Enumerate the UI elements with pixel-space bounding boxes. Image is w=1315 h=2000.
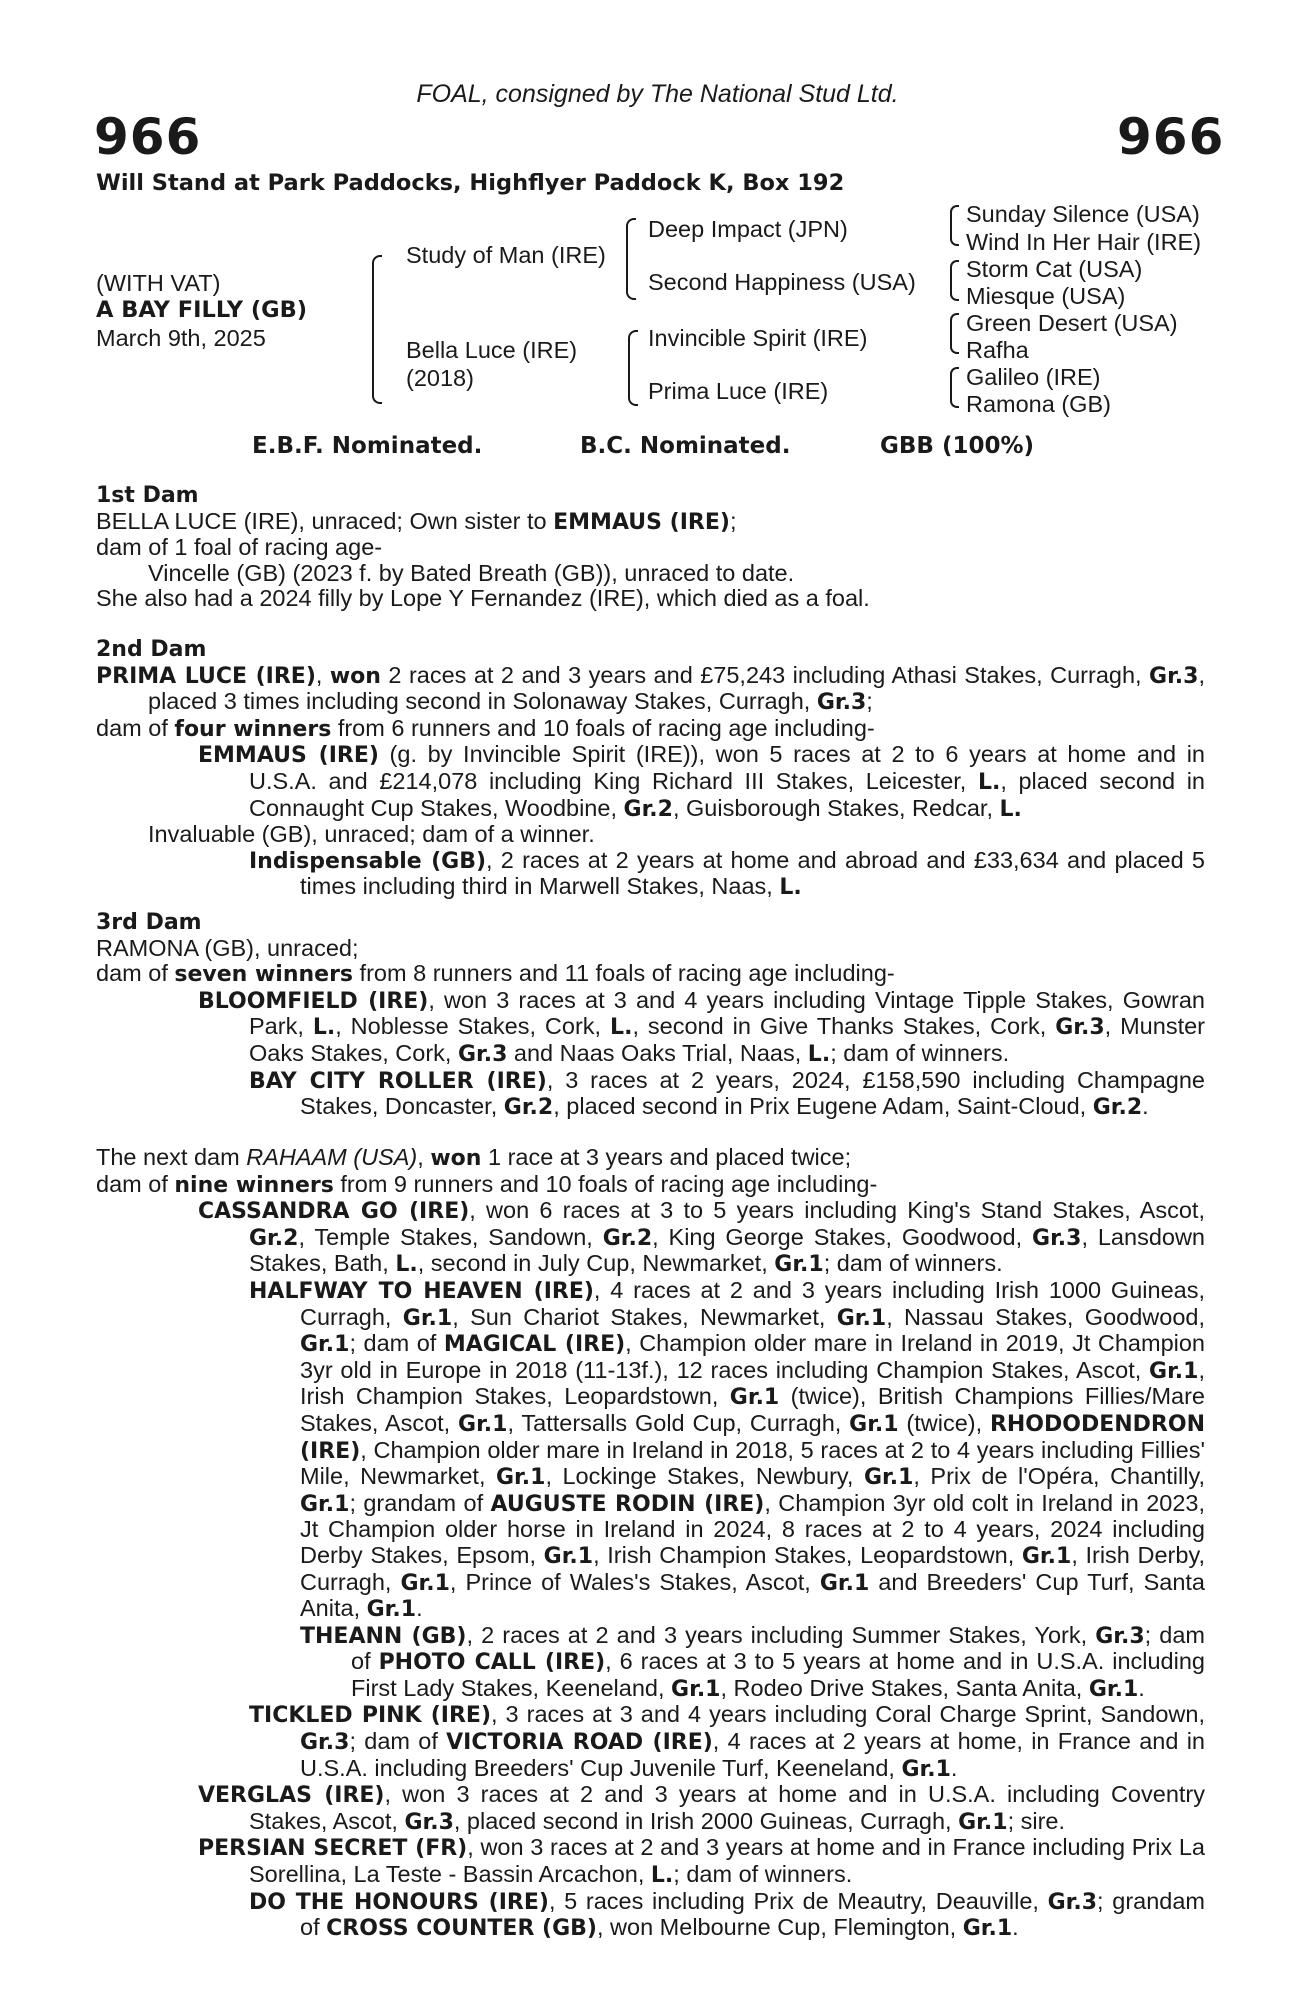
text-run: , Tattersalls Gold Cup, Curragh, xyxy=(507,1409,850,1436)
bold-run: Gr.1 xyxy=(300,1332,350,1358)
bold-run: Gr.1 xyxy=(1149,1358,1199,1384)
text-run: , Champion older mare in Ireland in 2019, Jt Champion 3yr old in Europe in 2018 (11-13f.), 12 races including Champion Stakes, Ascot, xyxy=(300,1330,1205,1383)
lot-title: A BAY FILLY (GB) xyxy=(96,297,308,323)
text-run: ; dam of winners. xyxy=(673,1861,853,1888)
bold-run: Gr.2 xyxy=(503,1095,554,1121)
bold-run: VICTORIA ROAD (IRE) xyxy=(446,1730,713,1756)
bold-run: nine winners xyxy=(174,1172,334,1198)
text-run: , won 6 races at 3 to 5 years including King's Stand Stakes, Ascot, xyxy=(469,1197,1205,1224)
text-run: , placed second in Prix Eugene Adam, Saint-Cloud, xyxy=(553,1093,1093,1120)
bold-run: DO THE HONOURS (IRE) xyxy=(249,1889,549,1915)
text-run: and Naas Oaks Trial, Naas, xyxy=(507,1039,808,1066)
consignor-line: FOAL, consigned by The National Stud Ltd. xyxy=(416,80,899,108)
pedigree-g6: Rafha xyxy=(966,337,1029,363)
foal-entry: Vincelle (GB) (2023 f. by Bated Breath (GB)), unraced to date. xyxy=(148,559,795,586)
dam-line: BELLA LUCE (IRE), unraced; Own sister to EMMAUS (IRE); xyxy=(96,507,737,535)
bold-run: Gr.3 xyxy=(1032,1225,1082,1251)
text-run: , xyxy=(417,1144,431,1170)
text-run: The next dam xyxy=(96,1144,247,1170)
bold-run: Gr.1 xyxy=(671,1676,721,1702)
text-run: and Breeders' Cup Turf, Santa Anita, xyxy=(300,1568,1205,1622)
text-run: , second in July Cup, Newmarket, xyxy=(417,1250,775,1277)
text-run: ; dam of xyxy=(351,1621,1205,1675)
produce-entry xyxy=(96,1889,1205,1942)
pedigree-brace-g1 xyxy=(950,205,959,246)
bold-run: Indispensable (GB) xyxy=(249,848,487,874)
text-run: , Nassau Stakes, Goodwood, xyxy=(886,1303,1205,1330)
pedigree-g3: Storm Cat (USA) xyxy=(966,256,1143,282)
bold-run: seven winners xyxy=(174,962,354,988)
foal-count-line: dam of 1 foal of racing age- xyxy=(96,534,383,561)
bold-run: Gr.1 xyxy=(729,1385,780,1411)
pedigree-dam: Bella Luce (IRE) xyxy=(406,337,578,363)
text-run: 2 races at 2 and 3 years and £75,243 including Athasi Stakes, Curragh, xyxy=(380,661,1150,688)
text-run: ; dam of winners. xyxy=(830,1039,1010,1066)
text-run: . xyxy=(950,1754,958,1781)
second-dam-section xyxy=(96,637,1205,901)
bold-run: L. xyxy=(610,1015,633,1041)
text-run: , Prix de l'Opéra, Chantilly, xyxy=(913,1463,1205,1490)
pedigree-brace-dam xyxy=(628,330,638,406)
text-run: , Irish Champion Stakes, Leopardstown, xyxy=(300,1356,1205,1410)
bold-run: Gr.2 xyxy=(623,796,673,822)
pedigree-brace-g3 xyxy=(950,313,959,354)
next-dam-section xyxy=(96,1145,1205,1942)
text-run: . xyxy=(416,1595,423,1622)
text-run: from 6 runners and 10 foals of racing age including- xyxy=(331,714,875,741)
bold-run: L. xyxy=(977,769,1001,795)
bold-run: PRIMA LUCE (IRE) xyxy=(96,663,316,689)
ebf-nomination: E.B.F. Nominated. xyxy=(252,433,483,459)
dam-record xyxy=(96,663,1205,716)
text-run: , won 3 races at 3 and 4 years including Vintage Tipple Stakes, Gowran Park, xyxy=(249,986,1205,1040)
bold-run: THEANN (GB) xyxy=(300,1623,467,1649)
text-run: , second in Give Thanks Stakes, Cork, xyxy=(632,1013,1056,1040)
text-run: , Lansdown Stakes, Bath, xyxy=(249,1223,1205,1277)
produce-entry xyxy=(96,1782,1205,1835)
text-run: , placed second in Irish 2000 Guineas, Curragh, xyxy=(453,1807,959,1834)
bold-run: Gr.1 xyxy=(863,1465,914,1491)
text-run: , 4 races at 2 years at home, in France and in U.S.A. including Breeders' Cup Juvenile Turf, Keeneland, xyxy=(300,1728,1205,1781)
pedigree-brace-sire xyxy=(626,218,636,300)
gbb-status: GBB (100%) xyxy=(880,433,1035,459)
produce-entry xyxy=(96,1702,1205,1782)
text-run: ; grandam of xyxy=(349,1489,491,1516)
bold-run: MAGICAL (IRE) xyxy=(443,1332,626,1358)
bold-run: BAY CITY ROLLER (IRE) xyxy=(249,1068,547,1094)
bold-run: L. xyxy=(999,796,1022,822)
text-run: , won 3 races at 2 and 3 years at home and in France including Prix La Sorellina, La Teste - Bassin Arcachon, xyxy=(249,1834,1205,1888)
text-run: , Rodeo Drive Stakes, Santa Anita, xyxy=(720,1674,1089,1701)
pedigree-g2: Wind In Her Hair (IRE) xyxy=(966,229,1202,255)
bold-run: Gr.1 xyxy=(849,1411,899,1437)
bold-run: CASSANDRA GO (IRE) xyxy=(198,1199,470,1225)
bold-run: TICKLED PINK (IRE) xyxy=(249,1703,492,1729)
text-run: , Champion 3yr old colt in Ireland in 2023, Jt Champion older horse in Ireland in 2024, 8 races at 2 to 4 years, 2024 including Derby Stakes, Epsom, xyxy=(300,1489,1205,1568)
text-run: , won Melbourne Cup, Flemington, xyxy=(596,1914,963,1941)
pedigree-g8: Ramona (GB) xyxy=(966,391,1111,417)
pedigree-g7: Galileo (IRE) xyxy=(966,364,1101,390)
bold-run: Gr.3 xyxy=(404,1809,454,1835)
text-run: ; dam of xyxy=(349,1330,444,1357)
text-run: from 9 runners and 10 foals of racing age including- xyxy=(333,1170,878,1197)
vat-note: (WITH VAT) xyxy=(96,270,221,296)
text-run: ; dam of winners. xyxy=(823,1250,1003,1277)
bold-run: Gr.3 xyxy=(816,690,867,716)
pedigree-dam-dam: Prima Luce (IRE) xyxy=(648,378,829,404)
italic-run: RAHAAM (USA) xyxy=(246,1144,418,1170)
bold-run: Gr.1 xyxy=(901,1756,951,1782)
bold-run: L. xyxy=(779,875,802,901)
bold-run: Gr.3 xyxy=(300,1730,350,1756)
bold-run: Gr.1 xyxy=(402,1305,453,1331)
stabling-location: Will Stand at Park Paddocks, Highflyer Paddock K, Box 192 xyxy=(96,170,845,196)
pedigree-sire-dam: Second Happiness (USA) xyxy=(648,269,916,295)
text-run: , Noblesse Stakes, Cork, xyxy=(335,1013,611,1040)
text-run: , King George Stakes, Goodwood, xyxy=(652,1223,1033,1250)
text-run: dam of xyxy=(96,1170,175,1197)
produce-summary xyxy=(96,716,1205,743)
produce-entry xyxy=(96,1278,1205,1623)
bold-run: RHODODENDRON (IRE) xyxy=(300,1411,1205,1464)
bold-run: L. xyxy=(807,1041,831,1067)
text-run: , placed second in Connaught Cup Stakes, Woodbine, xyxy=(249,767,1206,821)
pedigree-brace-main xyxy=(372,255,382,404)
produce-entry xyxy=(96,848,1205,901)
text-run: (twice), xyxy=(898,1409,990,1436)
text-run: . xyxy=(1012,1914,1019,1941)
bold-run: L. xyxy=(312,1015,336,1041)
produce-entry xyxy=(96,1198,1205,1278)
pedigree-g5: Green Desert (USA) xyxy=(966,310,1178,336)
text-run: ; dam of xyxy=(349,1728,447,1755)
lot-number-left: 966 xyxy=(94,108,202,166)
bold-run: Gr.3 xyxy=(1055,1015,1105,1041)
text-run: ; grandam of xyxy=(300,1887,1205,1941)
bold-run: Gr.1 xyxy=(836,1305,887,1331)
dam-record: RAMONA (GB), unraced; xyxy=(96,934,359,961)
first-dam-section xyxy=(96,483,1205,612)
pedigree-dam-sire: Invincible Spirit (IRE) xyxy=(648,325,868,351)
bold-run: Gr.3 xyxy=(1095,1623,1145,1649)
bold-run: Gr.1 xyxy=(300,1491,350,1517)
text-run: , Lockinge Stakes, Newbury, xyxy=(545,1463,864,1490)
bold-run: Gr.1 xyxy=(1021,1543,1072,1569)
text-run: ; sire. xyxy=(1007,1807,1066,1834)
text-run: , xyxy=(315,661,330,688)
bold-run: won xyxy=(329,663,381,689)
text-run: , Munster Oaks Stakes, Cork, xyxy=(249,1013,1205,1066)
lot-number-right: 966 xyxy=(1117,108,1225,166)
section-heading: 2nd Dam xyxy=(96,637,207,662)
bold-run: Gr.1 xyxy=(962,1916,1013,1942)
bold-run: L. xyxy=(395,1252,418,1278)
text-run: , placed 3 times including second in Solonaway Stakes, Curragh, xyxy=(148,661,1205,715)
produce-entry xyxy=(96,988,1205,1068)
bold-run: Gr.3 xyxy=(1047,1889,1098,1915)
text-run: , Irish Derby, Curragh, xyxy=(300,1541,1205,1595)
bold-run: BLOOMFIELD (IRE) xyxy=(198,988,429,1014)
text-run: 1 race at 3 years and placed twice; xyxy=(481,1144,852,1170)
third-dam-section xyxy=(96,910,1205,1121)
bc-nomination: B.C. Nominated. xyxy=(580,433,791,459)
pedigree-brace-g4 xyxy=(950,367,959,408)
text-run: , Champion older mare in Ireland in 2018, 5 races at 2 to 4 years including Fillies' Mile, Newmarket, xyxy=(300,1436,1205,1490)
bold-run: Gr.2 xyxy=(1092,1095,1143,1121)
text-run: ; xyxy=(866,688,873,715)
bold-run: Gr.2 xyxy=(249,1225,299,1251)
bold-run: won xyxy=(430,1146,482,1171)
pedigree-brace-g2 xyxy=(950,260,959,301)
bold-run: PHOTO CALL (IRE) xyxy=(378,1650,606,1676)
bold-run: Gr.1 xyxy=(458,1411,508,1437)
bold-run: CROSS COUNTER (GB) xyxy=(326,1916,597,1942)
pedigree-g1: Sunday Silence (USA) xyxy=(966,201,1200,227)
bold-run: Gr.1 xyxy=(1088,1676,1139,1702)
bold-run: Gr.3 xyxy=(1149,663,1199,689)
produce-summary xyxy=(96,961,1205,988)
text-run: (twice), British Champions Fillies/Mare Stakes, Ascot, xyxy=(300,1383,1205,1436)
section-heading: 1st Dam xyxy=(96,483,199,508)
foal-note: She also had a 2024 filly by Lope Y Fernandez (IRE), which died as a foal. xyxy=(96,585,870,612)
text-run: , 2 races at 2 and 3 years including Summer Stakes, York, xyxy=(466,1621,1096,1648)
text-run: , Temple Stakes, Sandown, xyxy=(298,1223,603,1250)
produce-summary xyxy=(96,1172,1205,1199)
bold-run: Gr.1 xyxy=(774,1252,824,1278)
pedigree-sire-sire: Deep Impact (JPN) xyxy=(648,216,848,242)
dam-record xyxy=(96,1145,1205,1172)
text-run: . xyxy=(1142,1093,1149,1120)
bold-run: Gr.1 xyxy=(400,1570,450,1596)
text-run: , 3 races at 2 years, 2024, £158,590 including Champagne Stakes, Doncaster, xyxy=(300,1066,1205,1120)
produce-entry xyxy=(96,742,1205,822)
produce-entry xyxy=(96,1623,1205,1703)
text-run: , Sun Chariot Stakes, Newmarket, xyxy=(452,1303,837,1330)
text-run: , won 3 races at 2 and 3 years at home and in U.S.A. including Coventry Stakes, Ascot, xyxy=(249,1781,1205,1834)
text-run: . xyxy=(1138,1674,1145,1701)
bold-run: Gr.1 xyxy=(543,1543,594,1569)
bold-run: Gr.1 xyxy=(819,1570,870,1596)
text-run: (g. by Invincible Spirit (IRE)), won 5 races at 2 to 6 years at home and in U.S.A. and £214,078 including King Richard III Stakes, Leicester, xyxy=(249,741,1205,794)
bold-run: VERGLAS (IRE) xyxy=(198,1783,385,1809)
text-run: , Irish Champion Stakes, Leopardstown, xyxy=(593,1541,1022,1568)
bold-run: Gr.1 xyxy=(958,1809,1008,1835)
bold-run: AUGUSTE RODIN (IRE) xyxy=(490,1491,765,1517)
foaling-date: March 9th, 2025 xyxy=(96,325,266,351)
pedigree-sire: Study of Man (IRE) xyxy=(406,242,606,268)
pedigree-dam-year: (2018) xyxy=(406,365,474,391)
text-run: , 5 races including Prix de Meautry, Deauville, xyxy=(548,1887,1048,1914)
bold-run: four winners xyxy=(174,716,332,742)
bold-run: HALFWAY TO HEAVEN (IRE) xyxy=(249,1278,594,1304)
section-heading: 3rd Dam xyxy=(96,910,202,935)
pedigree-g4: Miesque (USA) xyxy=(966,283,1126,309)
text-run: dam of xyxy=(96,714,175,741)
text-run: , Prince of Wales's Stakes, Ascot, xyxy=(449,1568,820,1595)
bold-run: Gr.3 xyxy=(457,1041,508,1067)
text-run: , 4 races at 2 and 3 years including Irish 1000 Guineas, Curragh, xyxy=(300,1276,1205,1330)
text-run: dam of xyxy=(96,960,175,987)
text-run: , Guisborough Stakes, Redcar, xyxy=(672,794,1000,821)
bold-run: Gr.1 xyxy=(496,1465,546,1491)
bold-run: EMMAUS (IRE) xyxy=(198,743,379,769)
bold-run: Gr.1 xyxy=(366,1597,417,1623)
bold-run: L. xyxy=(650,1863,674,1889)
produce-entry xyxy=(96,1835,1205,1888)
text-run: , 2 races at 2 years at home and abroad and £33,634 and placed 5 times including third in Marwell Stakes, Naas, xyxy=(300,846,1205,900)
text-run: from 8 runners and 11 foals of racing age including- xyxy=(353,960,895,987)
text-run: , 3 races at 3 and 4 years including Coral Charge Sprint, Sandown, xyxy=(491,1701,1206,1728)
produce-entry: Invaluable (GB), unraced; dam of a winner. xyxy=(148,821,595,848)
produce-entry xyxy=(96,1068,1205,1121)
text-run: , 6 races at 3 to 5 years at home and in U.S.A. including First Lady Stakes, Keeneland, xyxy=(351,1648,1205,1701)
bold-run: PERSIAN SECRET (FR) xyxy=(198,1836,468,1862)
bold-run: Gr.2 xyxy=(602,1225,653,1251)
